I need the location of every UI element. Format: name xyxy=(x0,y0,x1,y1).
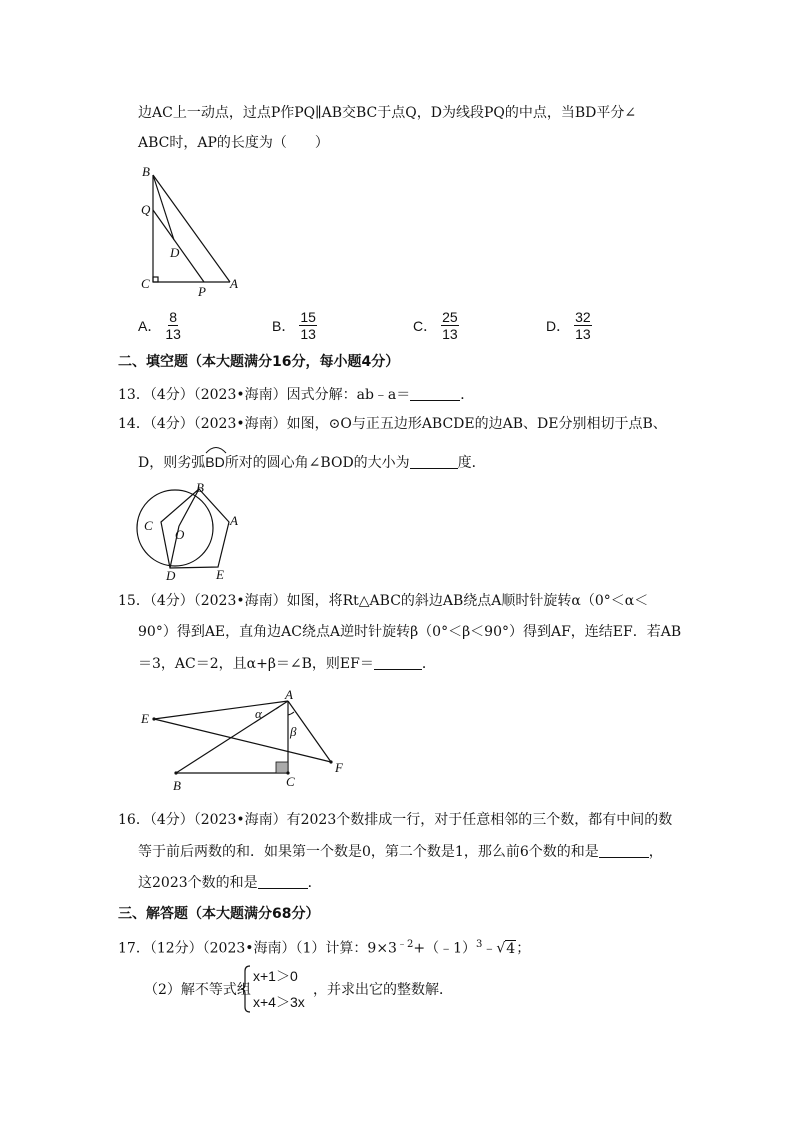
q17-exponent-1: ﹣2 xyxy=(396,939,414,950)
q15-label-alpha: α xyxy=(255,706,262,721)
q17-part2-text: （2）解不等式组 xyxy=(144,982,251,998)
q14-end: 度． xyxy=(457,455,486,471)
q17-inequality-2: x+4＞3x xyxy=(253,994,305,1010)
q15-line2: 90°）得到AE，直角边AC绕点A逆时针旋转β（0°＜β＜90°）得到AF，连结EF．若AB xyxy=(138,624,682,640)
q17-exponent-2: 3 xyxy=(475,939,483,950)
q17-part1-text: 17．（12分）（2023•海南）（1）计算：9×3 xyxy=(118,940,397,957)
option-fraction: $\frac{8}{13}$ xyxy=(165,309,181,342)
q13-text: 13．（4分）（2023•海南）因式分解：ab﹣a＝ xyxy=(118,387,411,403)
q15-figure xyxy=(138,688,353,796)
q14-line1: 14．（4分）（2023•海南）如图，⊙O与正五边形ABCDE的边AB、DE分别相切于点B、 xyxy=(118,416,667,432)
q12-figure xyxy=(138,162,248,297)
q12-label-q: Q xyxy=(141,202,151,217)
q16-line3 xyxy=(138,873,322,893)
q15-label-a: A xyxy=(285,688,293,702)
q14-figure xyxy=(132,480,247,585)
q14-arc-bd: BD xyxy=(205,452,224,473)
option-fraction: $\frac{15}{13}$ xyxy=(300,309,316,342)
q13-end: ． xyxy=(460,387,475,403)
q14-label-c: C xyxy=(144,518,153,533)
q16-line3-text: 这2023个数的和是 xyxy=(138,875,258,891)
q15-line3-text: ＝3，AC＝2，且α+β＝∠B，则EF＝ xyxy=(138,656,374,672)
q17-inequality-1: x+1＞0 xyxy=(253,968,298,984)
q14-label-b: B xyxy=(196,480,204,495)
q17-line2-tail: ，并求出它的整数解． xyxy=(313,982,453,998)
q14-line2-b: 所对的圆心角∠BOD的大小为 xyxy=(224,455,410,471)
brace-symbol xyxy=(241,965,251,1013)
q12-line1: 边AC上一动点，过点P作PQ∥AB交BC于点Q，D为线段PQ的中点，当BD平分∠ xyxy=(138,105,637,121)
q12-option-c[interactable] xyxy=(413,309,459,342)
q15-label-c: C xyxy=(286,774,295,789)
q12-label-b: B xyxy=(142,164,150,179)
q15-label-e: E xyxy=(141,711,149,726)
q13 xyxy=(118,385,474,405)
sqrt-symbol: √ xyxy=(496,940,506,957)
option-fraction: $\frac{32}{13}$ xyxy=(575,309,591,342)
q12-label-c: C xyxy=(141,276,150,291)
q14-line2-a: D，则劣弧 xyxy=(138,455,206,471)
option-letter: A． xyxy=(138,317,162,334)
q16-line2 xyxy=(138,842,663,862)
q14-label-a: A xyxy=(230,513,238,528)
q15-line3 xyxy=(138,654,436,674)
q14-line2 xyxy=(138,452,486,473)
q13-answer-blank[interactable] xyxy=(410,386,460,401)
q14-label-o: O xyxy=(175,527,185,542)
q15-end: ． xyxy=(421,656,436,672)
q17-line2 xyxy=(144,980,251,1000)
q12-label-d: D xyxy=(170,245,180,260)
q16-line2-text: 等于前后两数的和．如果第一个数是0，第二个数是1，那么前6个数的和是 xyxy=(138,844,599,860)
q16-answer-blank-1[interactable] xyxy=(599,843,649,858)
option-fraction: $\frac{25}{13}$ xyxy=(442,309,458,342)
q15-label-f: F xyxy=(335,760,343,775)
q15-line1: 15．（4分）（2023•海南）如图，将Rt△ABC的斜边AB绕点A顺时针旋转α（0°＜α＜ xyxy=(118,593,649,609)
q17-minus: ﹣ xyxy=(482,940,497,957)
q14-answer-blank[interactable] xyxy=(410,454,458,469)
q17-part1-b: +（﹣1） xyxy=(413,940,476,957)
q16-line2-end: ， xyxy=(648,844,663,860)
q16-answer-blank-2[interactable] xyxy=(258,874,308,889)
option-letter: D． xyxy=(546,317,571,334)
q12-option-a[interactable] xyxy=(138,309,181,342)
q17-radicand: 4 xyxy=(506,940,516,957)
section-2-title: 二、填空题（本大题满分16分，每小题4分） xyxy=(118,354,400,370)
q16-line3-end: ． xyxy=(307,875,322,891)
q12-option-b[interactable] xyxy=(272,309,317,342)
q12-label-a: A xyxy=(230,276,238,291)
q17-line1 xyxy=(118,935,530,959)
q15-label-b: B xyxy=(173,778,181,793)
q12-line2: ABC时，AP的长度为（ ） xyxy=(138,135,329,151)
option-letter: B． xyxy=(272,317,296,334)
q15-answer-blank[interactable] xyxy=(374,655,422,670)
q17-line1-end: ； xyxy=(516,940,531,957)
option-letter: C． xyxy=(413,317,438,334)
q12-label-p: P xyxy=(198,284,206,297)
q12-option-d[interactable] xyxy=(546,309,592,342)
q14-label-d: D xyxy=(166,568,176,583)
q15-label-beta: β xyxy=(290,724,297,739)
q16-line1: 16．（4分）（2023•海南）有2023个数排成一行，对于任意相邻的三个数，都有中间的数 xyxy=(118,812,673,828)
q14-label-e: E xyxy=(216,567,224,582)
section-3-title: 三、解答题（本大题满分68分） xyxy=(118,906,320,922)
